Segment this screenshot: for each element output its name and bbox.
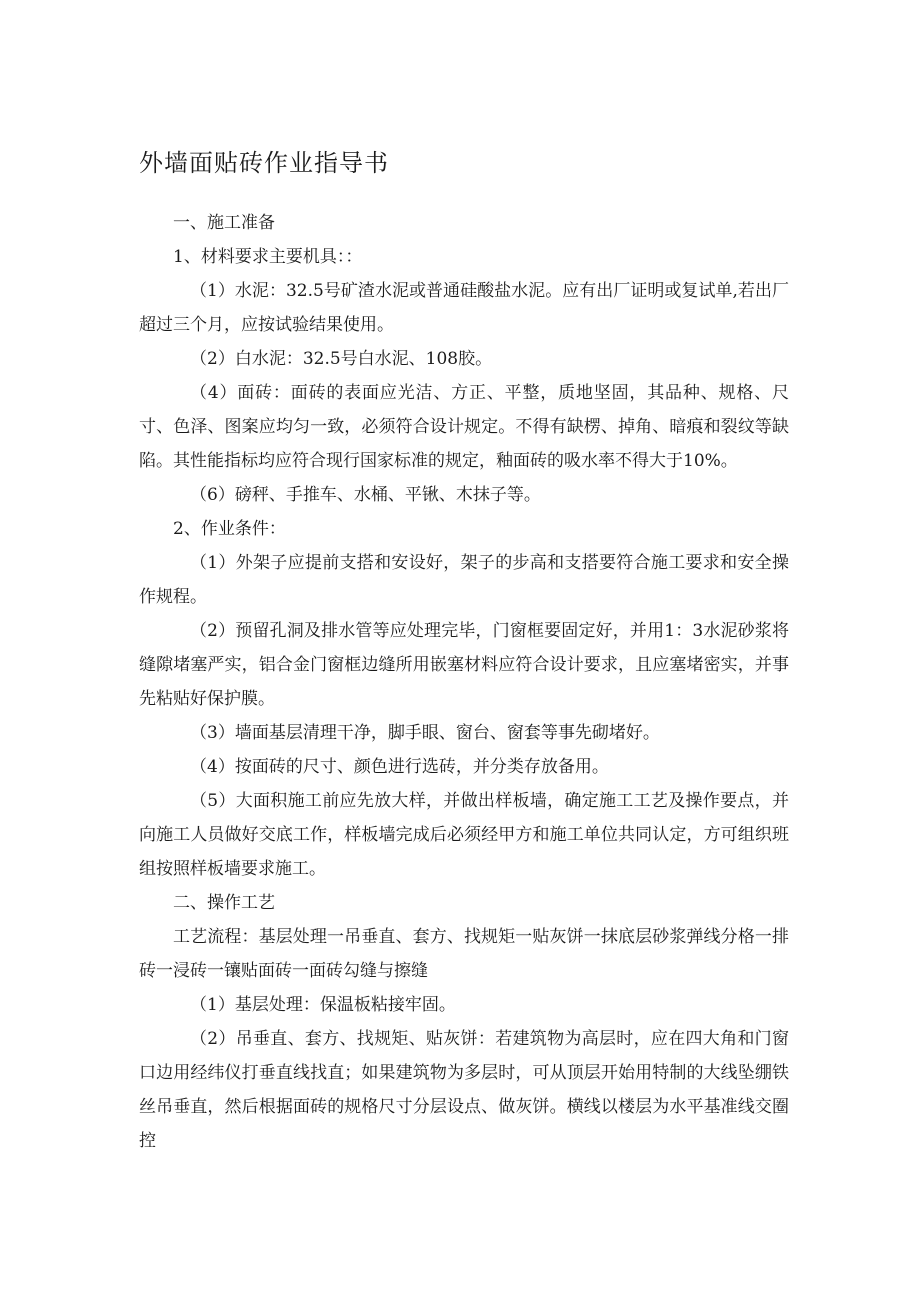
paragraph: （2）白水泥：32.5号白水泥、108胶。 bbox=[190, 349, 493, 369]
paragraph: （2）预留孔洞及排水管等应处理完毕，门窗框要固定好，并用1：3水泥砂浆将缝隙堵塞严实，铝合金门窗框边缝所用嵌塞材料应符合设计要求，且应塞堵密实，并事先粘贴好保护膜。 bbox=[139, 621, 789, 709]
paragraph: （3）墙面基层清理干净，脚手眼、窗台、窗套等事先砌堵好。 bbox=[190, 723, 660, 743]
paragraph: （1）基层处理：保温板粘接牢固。 bbox=[190, 995, 456, 1015]
paragraph: （4）按面砖的尺寸、颜色进行选砖，并分类存放备用。 bbox=[190, 757, 609, 777]
paragraph: （1）水泥：32.5号矿渣水泥或普通硅酸盐水泥。应有出厂证明或复试单,若出厂超过三个月，应按试验结果使用。 bbox=[139, 281, 789, 335]
document-title: 外墙面贴砖作业指导书 bbox=[139, 149, 389, 177]
section-heading: 一、施工准备 bbox=[173, 213, 275, 233]
document-body bbox=[139, 206, 789, 1158]
subsection-heading: 2、作业条件： bbox=[173, 519, 286, 539]
paragraph: （6）磅秤、手推车、水桶、平锹、木抹子等。 bbox=[190, 485, 541, 505]
section-heading: 二、操作工艺 bbox=[173, 893, 275, 913]
paragraph: （1）外架子应提前支搭和安设好，架子的步高和支搭要符合施工要求和安全操作规程。 bbox=[139, 553, 789, 607]
process-flow: 工艺流程：基层处理一吊垂直、套方、找规矩一贴灰饼一抹底层砂浆弹线分格一排砖一浸砖一镶贴面砖一面砖勾缝与擦缝 bbox=[139, 927, 789, 981]
subsection-heading: 1、材料要求主要机具：： bbox=[173, 247, 363, 267]
paragraph: （5）大面积施工前应先放大样，并做出样板墙，确定施工工艺及操作要点，并向施工人员做好交底工作，样板墙完成后必须经甲方和施工单位共同认定，方可组织班组按照样板墙要求施工。 bbox=[139, 791, 789, 879]
paragraph: （2）吊垂直、套方、找规矩、贴灰饼：若建筑物为高层时，应在四大角和门窗口边用经纬仪打垂直线找直；如果建筑物为多层时，可从顶层开始用特制的大线坠绷铁丝吊垂直，然后根据面砖的规格尺寸分层设点、做灰饼。横线以楼层为水平基准线交圈控 bbox=[139, 1029, 789, 1151]
paragraph: （4）面砖：面砖的表面应光洁、方正、平整，质地坚固，其品种、规格、尺寸、色泽、图案应均匀一致，必须符合设计规定。不得有缺楞、掉角、暗痕和裂纹等缺陷。其性能指标均应符合现行国家标准的规定，釉面砖的吸水率不得大于10%。 bbox=[139, 383, 789, 471]
